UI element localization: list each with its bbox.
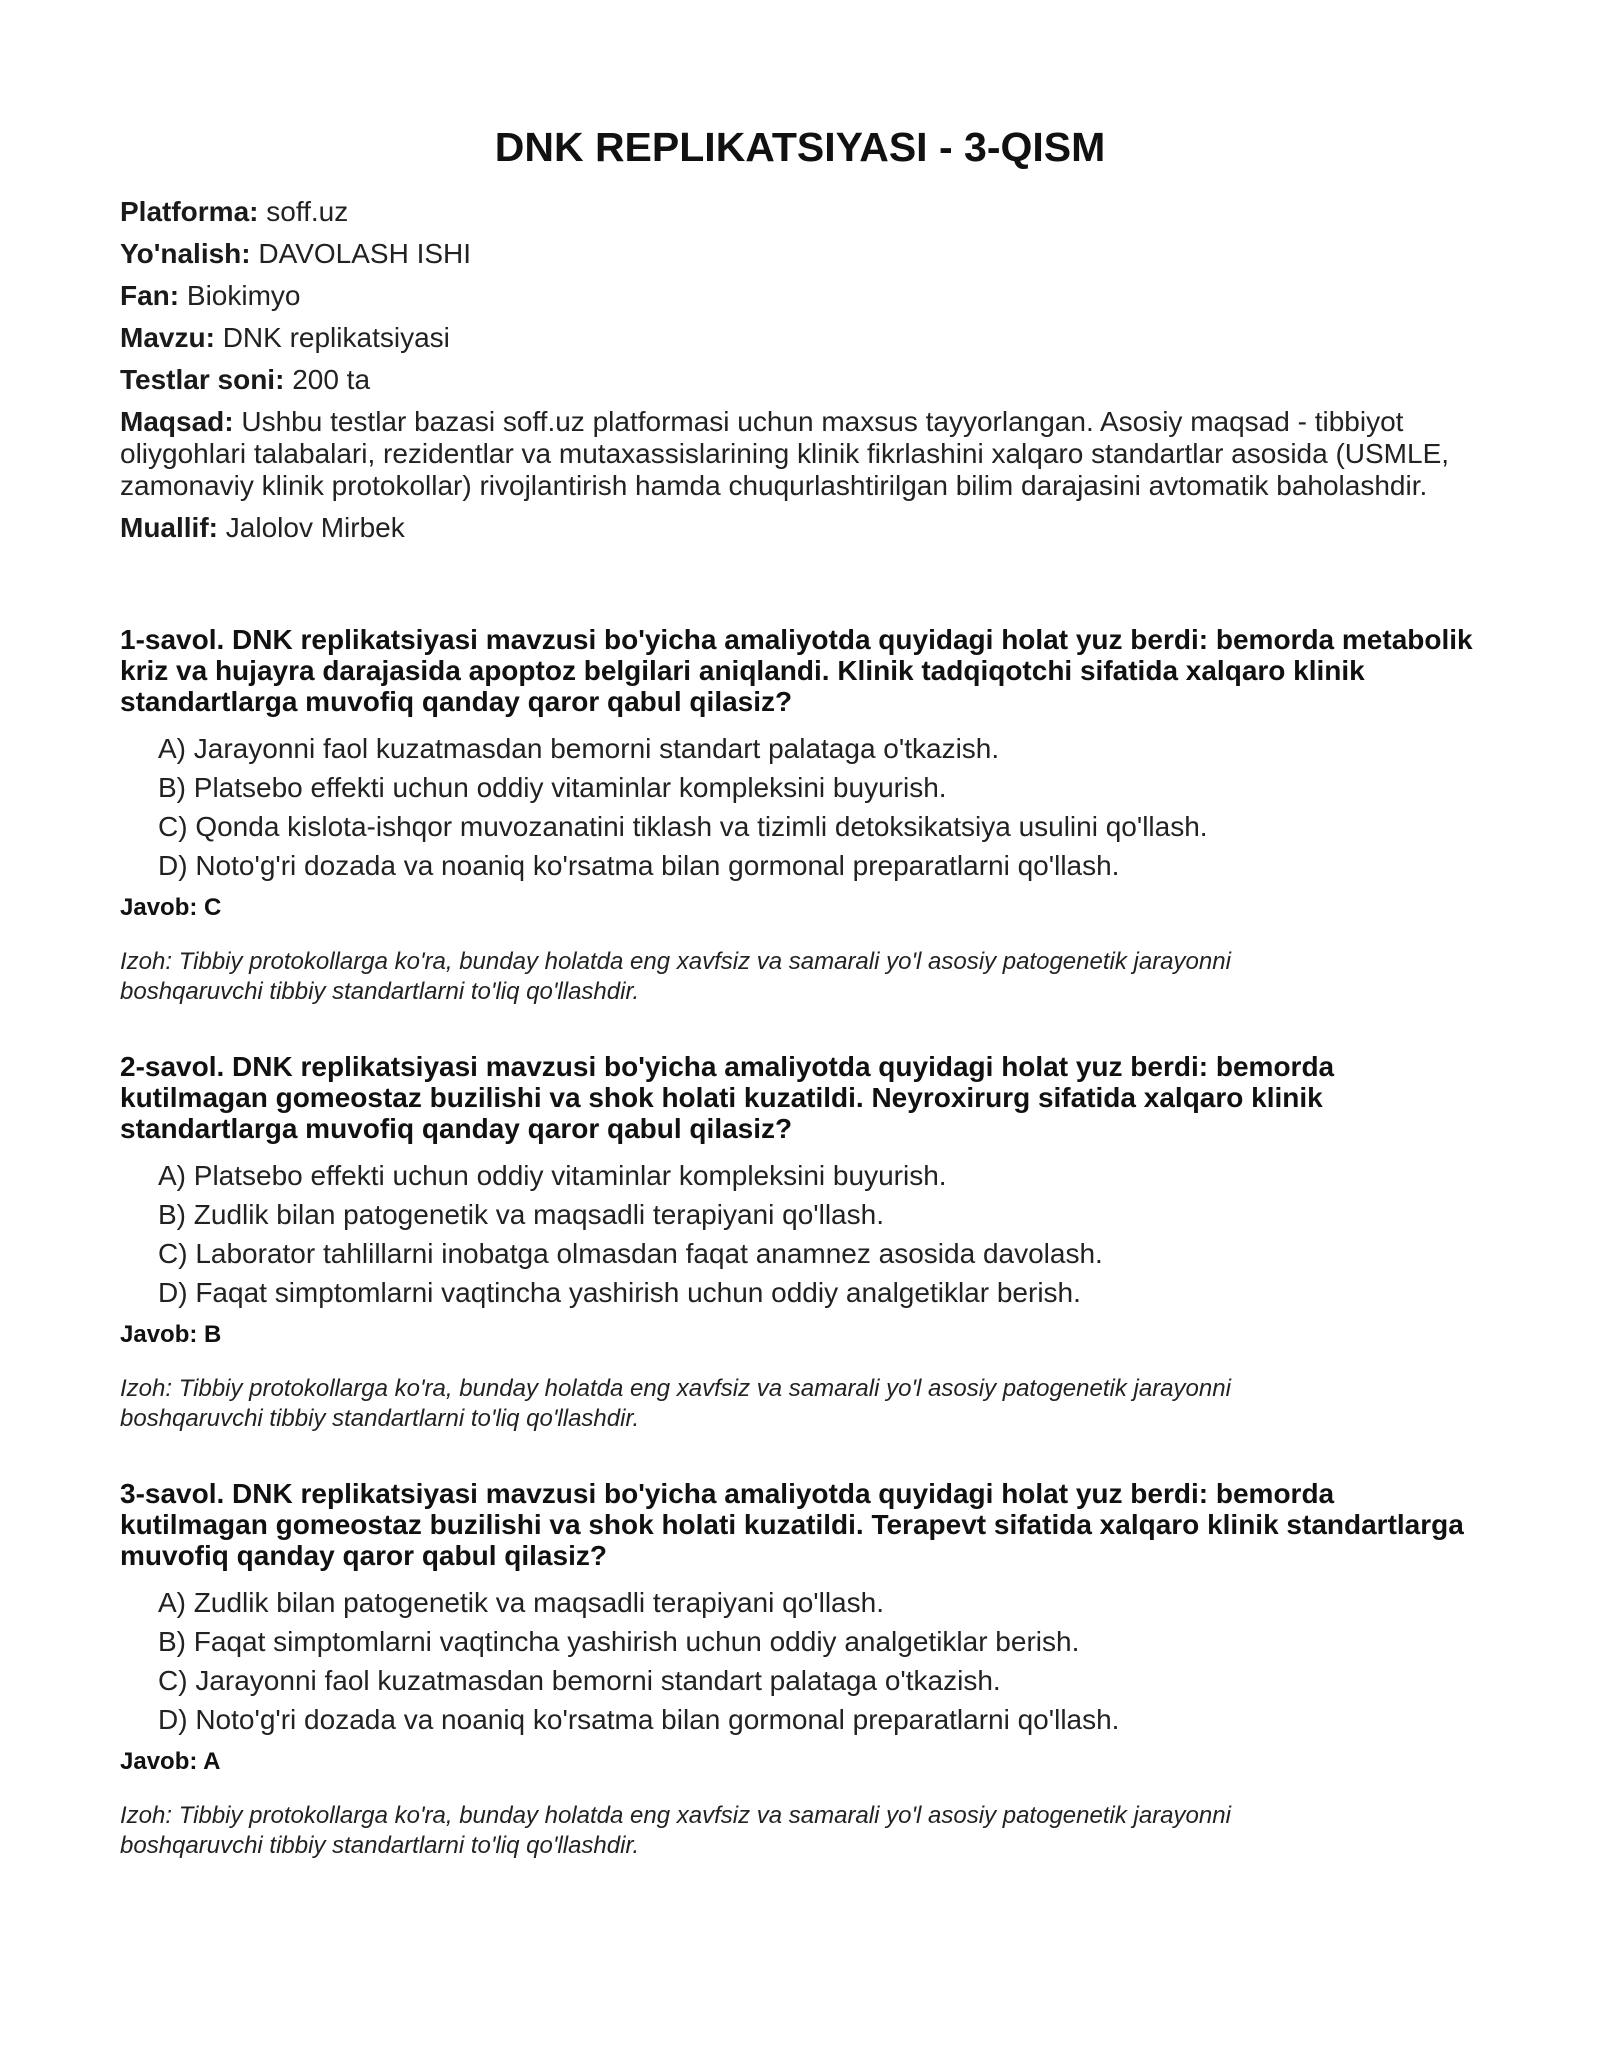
document-meta	[120, 196, 1480, 544]
option-c: C) Laborator tahlillarni inobatga olmasdan faqat anamnez asosida davolash.	[158, 1238, 1103, 1269]
question-text: 2-savol. DNK replikatsiyasi mavzusi bo'yicha amaliyotda quyidagi holat yuz berdi: bemorda kutilmagan gomeostaz buzilishi va shok holati kuzatildi. Neyroxirurg sifatida xalqaro klinik standartlarga muvofiq qanday qaror qabul qilasiz?	[120, 1051, 1335, 1144]
option-b: B) Zudlik bilan patogenetik va maqsadli terapiyani qo'llash.	[158, 1199, 884, 1230]
page-title: DNK REPLIKATSIYASI - 3-QISM	[494, 124, 1106, 170]
option-d: D) Noto'g'ri dozada va noaniq ko'rsatma bilan gormonal preparatlarni qo'llash.	[158, 1704, 1120, 1735]
meta-platform-value: soff.uz	[266, 196, 349, 227]
meta-subject-label: Fan:	[120, 280, 180, 311]
meta-direction-label: Yo'nalish:	[120, 238, 251, 269]
meta-subject-value: Biokimyo	[186, 280, 301, 311]
meta-tests-label: Testlar soni:	[120, 364, 285, 395]
meta-author	[120, 512, 1480, 544]
meta-goal-label: Maqsad:	[120, 406, 234, 437]
meta-platform	[120, 196, 1480, 228]
meta-direction-value: DAVOLASH ISHI	[258, 238, 472, 269]
meta-direction	[120, 238, 1480, 270]
option-b: B) Platsebo effekti uchun oddiy vitaminlar kompleksini buyurish.	[158, 772, 947, 803]
meta-subject	[120, 280, 1480, 312]
meta-tests-count	[120, 364, 1480, 396]
meta-topic-label: Mavzu:	[120, 322, 215, 353]
question-text: 3-savol. DNK replikatsiyasi mavzusi bo'yicha amaliyotda quyidagi holat yuz berdi: bemorda kutilmagan gomeostaz buzilishi va shok holati kuzatildi. Terapevt sifatida xalqaro klinik standartlarga muvofiq qanday qaror qabul qilasiz?	[120, 1478, 1464, 1571]
question-3	[120, 1478, 1480, 1861]
option-a: A) Platsebo effekti uchun oddiy vitaminlar kompleksini buyurish.	[158, 1160, 947, 1191]
explanation-note: Izoh: Tibbiy protokollarga ko'ra, bunday holatda eng xavfsiz va samarali yo'l asosiy patogenetik jarayonni boshqaruvchi tibbiy standartlarni to'liq qo'llashdir.	[120, 1375, 1231, 1432]
meta-topic	[120, 322, 1480, 354]
option-a: A) Zudlik bilan patogenetik va maqsadli terapiyani qo'llash.	[158, 1587, 884, 1618]
section-spacer	[120, 554, 1480, 624]
document-page	[120, 122, 1480, 1905]
answer-options	[120, 1156, 1480, 1312]
meta-author-value: Jalolov Mirbek	[225, 512, 405, 543]
correct-answer: Javob: C	[120, 894, 222, 921]
meta-goal	[120, 406, 1450, 502]
explanation-note: Izoh: Tibbiy protokollarga ko'ra, bunday holatda eng xavfsiz va samarali yo'l asosiy patogenetik jarayonni boshqaruvchi tibbiy standartlarni to'liq qo'llashdir.	[120, 948, 1231, 1005]
answer-options	[120, 729, 1480, 885]
meta-tests-value: 200 ta	[292, 364, 371, 395]
option-c: C) Qonda kislota-ishqor muvozanatini tiklash va tizimli detoksikatsiya usulini qo'llash.	[158, 811, 1208, 842]
correct-answer: Javob: B	[120, 1321, 222, 1348]
meta-author-label: Muallif:	[120, 512, 218, 543]
question-text: 1-savol. DNK replikatsiyasi mavzusi bo'yicha amaliyotda quyidagi holat yuz berdi: bemorda metabolik kriz va hujayra darajasida apoptoz belgilari aniqlandi. Klinik tadqiqotchi sifatida xalqaro klinik standartlarga muvofiq qanday qaror qabul qilasiz?	[120, 624, 1473, 717]
correct-answer: Javob: A	[120, 1748, 221, 1775]
explanation-note: Izoh: Tibbiy protokollarga ko'ra, bunday holatda eng xavfsiz va samarali yo'l asosiy patogenetik jarayonni boshqaruvchi tibbiy standartlarni to'liq qo'llashdir.	[120, 1802, 1231, 1859]
answer-options	[120, 1583, 1480, 1739]
question-1	[120, 624, 1480, 1007]
option-d: D) Faqat simptomlarni vaqtincha yashirish uchun oddiy analgetiklar berish.	[158, 1277, 1081, 1308]
question-2	[120, 1051, 1480, 1434]
option-c: C) Jarayonni faol kuzatmasdan bemorni standart palataga o'tkazish.	[158, 1665, 1001, 1696]
meta-platform-label: Platforma:	[120, 196, 259, 227]
option-d: D) Noto'g'ri dozada va noaniq ko'rsatma bilan gormonal preparatlarni qo'llash.	[158, 850, 1120, 881]
meta-topic-value: DNK replikatsiyasi	[222, 322, 450, 353]
option-b: B) Faqat simptomlarni vaqtincha yashirish uchun oddiy analgetiklar berish.	[158, 1626, 1080, 1657]
option-a: A) Jarayonni faol kuzatmasdan bemorni standart palataga o'tkazish.	[158, 733, 1000, 764]
meta-goal-value: Ushbu testlar bazasi soff.uz platformasi uchun maxsus tayyorlangan. Asosiy maqsad - tibbiyot oliygohlari talabalari, rezidentlar va mutaxassislarining klinik fikrlashini xalqaro standartlar asosida (USMLE, zamonaviy klinik protokollar) rivojlantirish hamda chuqurlashtirilgan bilim darajasini avtomatik baholashdir.	[120, 406, 1450, 501]
